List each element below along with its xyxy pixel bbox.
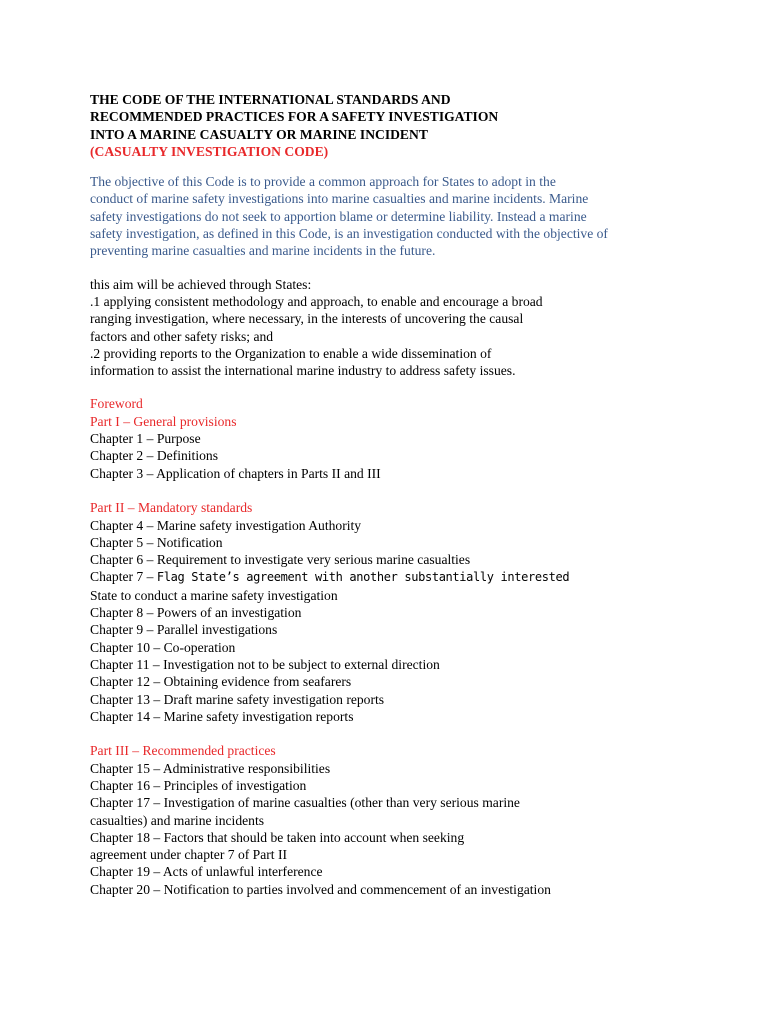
objective-line: preventing marine casualties and marine incidents in the future. xyxy=(90,243,436,259)
title-line-1: THE CODE OF THE INTERNATIONAL STANDARDS AND xyxy=(90,92,451,107)
chapter-item: Chapter 14 – Marine safety investigation reports xyxy=(90,708,354,724)
chapter-item: Chapter 19 – Acts of unlawful interference xyxy=(90,864,323,880)
part-2-heading: Part II – Mandatory standards xyxy=(90,500,253,516)
chapter-item: Chapter 16 – Principles of investigation xyxy=(90,777,307,793)
aim-line: ranging investigation, where necessary, in the interests of uncovering the causal xyxy=(90,311,524,327)
objective-line: The objective of this Code is to provide a common approach for States to adopt in the xyxy=(90,174,556,190)
objective-line: safety investigation, as defined in this Code, is an investigation conducted with the objective of xyxy=(90,226,608,242)
chapter-item: Chapter 3 – Application of chapters in Parts II and III xyxy=(90,465,381,481)
aim-line: .2 providing reports to the Organization to enable a wide dissemination of xyxy=(90,345,492,361)
chapter-item: Chapter 10 – Co-operation xyxy=(90,639,236,655)
title-line-3: INTO A MARINE CASUALTY OR MARINE INCIDENT xyxy=(90,126,428,142)
document-page xyxy=(90,91,750,915)
chapter-item: Chapter 17 – Investigation of marine casualties (other than very serious marine xyxy=(90,795,520,811)
chapter-item-7 xyxy=(90,568,750,586)
chapter-item: Chapter 11 – Investigation not to be subject to external direction xyxy=(90,656,440,672)
aim-line: information to assist the international marine industry to address safety issues. xyxy=(90,363,516,379)
chapter-item: Chapter 12 – Obtaining evidence from seafarers xyxy=(90,674,352,690)
title-subtitle: (CASUALTY INVESTIGATION CODE) xyxy=(90,143,329,159)
objective-line: conduct of marine safety investigations into marine casualties and marine incidents. Marine xyxy=(90,191,589,207)
chapter-item-7-continuation: State to conduct a marine safety investigation xyxy=(90,587,338,603)
title-line-2: RECOMMENDED PRACTICES FOR A SAFETY INVESTIGATION xyxy=(90,109,499,125)
part-1-heading: Part I – General provisions xyxy=(90,413,237,429)
chapter-item: Chapter 15 – Administrative responsibilities xyxy=(90,760,331,776)
objective-paragraph xyxy=(90,173,750,259)
chapter-7-prefix: Chapter 7 – xyxy=(90,569,157,585)
chapter-item: Chapter 8 – Powers of an investigation xyxy=(90,605,302,621)
chapter-item: Chapter 9 – Parallel investigations xyxy=(90,622,278,638)
aim-line: factors and other safety risks; and xyxy=(90,328,274,344)
foreword-heading: Foreword xyxy=(90,396,143,412)
chapter-item: Chapter 18 – Factors that should be taken into account when seeking xyxy=(90,829,465,845)
part-3-heading: Part III – Recommended practices xyxy=(90,743,276,759)
part-2-section xyxy=(90,499,750,725)
aim-paragraph xyxy=(90,276,750,380)
chapter-item: Chapter 20 – Notification to parties involved and commencement of an investigation xyxy=(90,881,551,897)
chapter-item-continuation: agreement under chapter 7 of Part II xyxy=(90,847,288,863)
table-of-contents xyxy=(90,395,750,898)
aim-line: this aim will be achieved through States: xyxy=(90,276,312,292)
chapter-item: Chapter 5 – Notification xyxy=(90,534,223,550)
chapter-7-title: Flag State’s agreement with another substantially interested xyxy=(156,570,570,585)
chapter-item: Chapter 6 – Requirement to investigate very serious marine casualties xyxy=(90,552,471,568)
part-1-section xyxy=(90,395,750,481)
part-3-section xyxy=(90,742,750,898)
document-title xyxy=(90,91,750,160)
chapter-item: Chapter 2 – Definitions xyxy=(90,448,218,464)
aim-line: .1 applying consistent methodology and approach, to enable and encourage a broad xyxy=(90,293,543,309)
chapter-item: Chapter 1 – Purpose xyxy=(90,431,201,447)
chapter-item: Chapter 4 – Marine safety investigation Authority xyxy=(90,517,362,533)
chapter-item-continuation: casualties) and marine incidents xyxy=(90,812,265,828)
objective-line: safety investigations do not seek to apportion blame or determine liability. Instead a marine xyxy=(90,208,587,224)
chapter-item: Chapter 13 – Draft marine safety investigation reports xyxy=(90,691,385,707)
